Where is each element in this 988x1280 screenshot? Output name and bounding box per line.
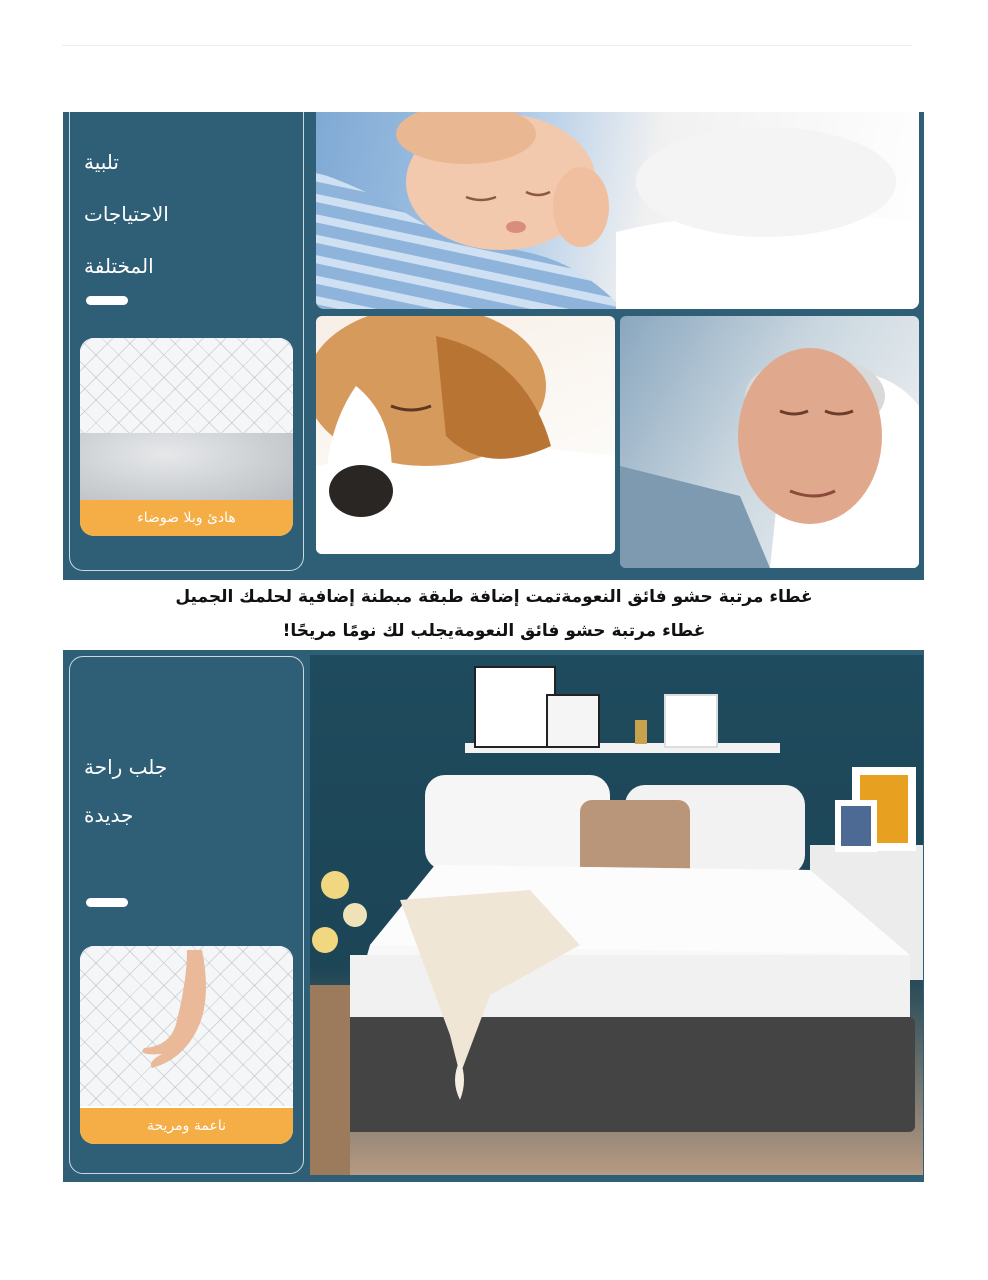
swatch-label: ناعمة ومريحة: [80, 1108, 293, 1144]
photo-man-sleeping: [620, 316, 919, 568]
caption-line-2: غطاء مرتبة حشو فائق النعومةيجلب لك نومًا مريحًا!: [282, 621, 706, 641]
fleece-underside-texture: [80, 433, 293, 503]
dog-illustration: [316, 316, 615, 554]
photo-baby-sleeping: [316, 112, 919, 309]
feature-heading-line: تلبية: [84, 150, 119, 174]
feature-sidebar: [69, 112, 304, 571]
fabric-swatch: [80, 338, 293, 536]
baby-illustration: [316, 112, 919, 309]
swatch-label: هادئ وبلا ضوضاء: [80, 500, 293, 536]
photo-bedroom: [310, 655, 923, 1175]
feature-heading-line: المختلفة: [84, 254, 154, 278]
feature-sidebar: [69, 656, 304, 1174]
hand-icon: [142, 950, 232, 1070]
caption-line-1: غطاء مرتبة حشو فائق النعومةتمت إضافة طبقة مبطنة إضافية لحلمك الجميل: [175, 587, 813, 607]
man-illustration: [620, 316, 919, 568]
bed-illustration: [310, 655, 923, 1175]
feature-panel-needs: [63, 112, 924, 580]
decor-pill: [86, 296, 128, 305]
fabric-swatch: [80, 946, 293, 1144]
feature-heading-line: الاحتياجات: [84, 202, 169, 226]
feature-heading-line: جلب راحة: [84, 755, 168, 779]
feature-panel-comfort: [63, 650, 924, 1182]
feature-heading-line: جديدة: [84, 803, 134, 827]
photo-dog-sleeping: [316, 316, 615, 554]
decor-pill: [86, 898, 128, 907]
top-divider: [62, 45, 912, 46]
